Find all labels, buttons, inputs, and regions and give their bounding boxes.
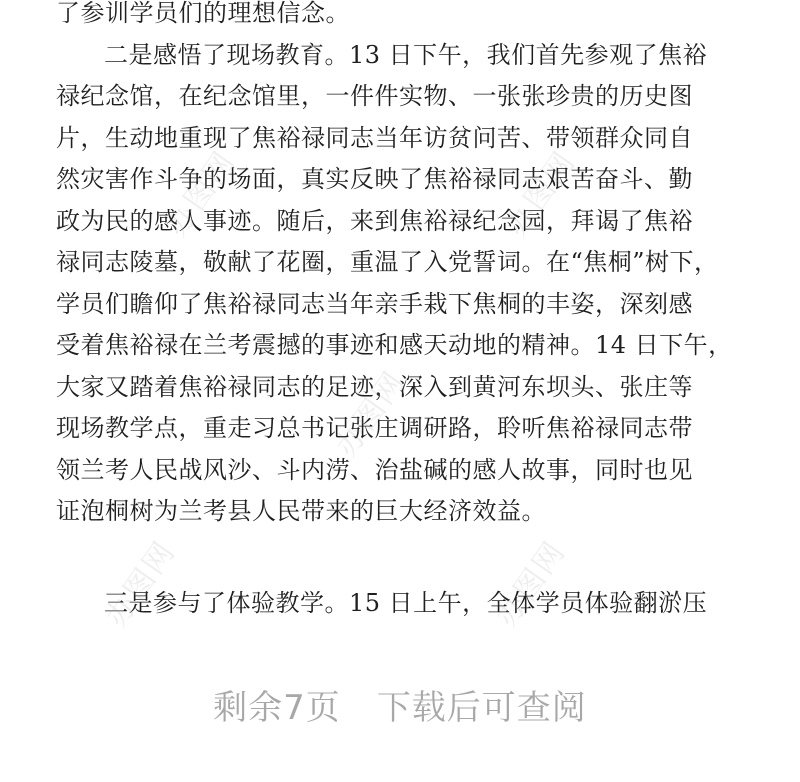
watermark: 办图网 [99, 534, 183, 634]
text-line-5: 然灾害作斗争的场面，真实反映了焦裕禄同志艰苦奋斗、勤 [56, 165, 693, 193]
watermark: 办图网 [499, 144, 583, 244]
text-line-2: 二是感悟了现场教育。13 日下午，我们首先参观了焦裕 [104, 41, 708, 69]
text-line-3: 禄纪念馆，在纪念馆里，一件件实物、一张张珍贵的历史图 [56, 82, 693, 110]
download-prompt[interactable] [0, 680, 800, 729]
text-line-14: 三是参与了体验教学。15 日上午，全体学员体验翻淤压 [104, 589, 708, 617]
watermark: 办图网 [159, 144, 243, 244]
text-line-12: 领兰考人民战风沙、斗内涝、治盐碱的感人故事，同时也见 [56, 456, 693, 484]
watermark: 办图网 [489, 534, 573, 634]
text-line-11: 现场教学点，重走习总书记张庄调研路，聆听焦裕禄同志带 [56, 414, 693, 442]
download-to-view-label: 下载后可查阅 [376, 688, 587, 728]
text-line-13: 证泡桐树为兰考县人民带来的巨大经济效益。 [56, 497, 546, 525]
text-line-8: 学员们瞻仰了焦裕禄同志当年亲手栽下焦桐的丰姿，深刻感 [56, 290, 693, 318]
text-line-7: 禄同志陵墓，敬献了花圈，重温了入党誓词。在“焦桐”树下， [56, 248, 719, 276]
text-line-9: 受着焦裕禄在兰考震撼的事迹和感天动地的精神。14 日下午， [56, 331, 733, 359]
text-line-4: 片，生动地重现了焦裕禄同志当年访贫问苦、带领群众同自 [56, 124, 693, 152]
watermark: 办图网 [329, 364, 413, 464]
remaining-pages-label: 剩余7页 [213, 688, 341, 728]
text-line-6: 政为民的感人事迹。随后，来到焦裕禄纪念园，拜谒了焦裕 [56, 207, 693, 235]
text-line-10: 大家又踏着焦裕禄同志的足迹，深入到黄河东坝头、张庄等 [56, 373, 693, 401]
text-line-1: 了参训学员们的理想信念。 [56, 0, 350, 27]
